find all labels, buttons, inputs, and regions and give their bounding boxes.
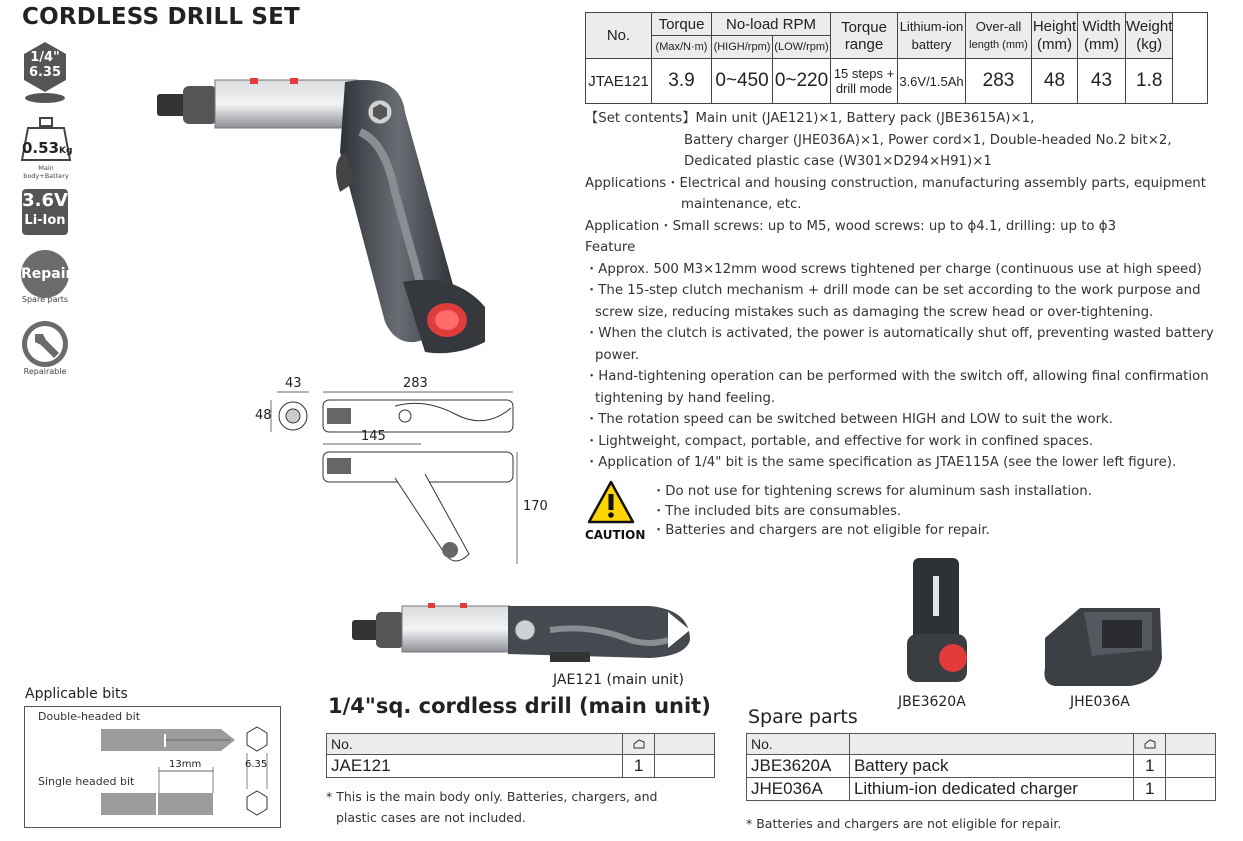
set-contents-line-1 — [585, 108, 1235, 130]
td-weight: 1.8 — [1126, 59, 1173, 104]
td-torque: 3.9 — [652, 59, 712, 104]
bits-panel — [24, 706, 281, 828]
caution-2: ・The included bits are consumables. — [652, 503, 902, 519]
feature-4b: tightening by hand feeling. — [595, 390, 776, 406]
main-unit-image — [350, 600, 695, 670]
th-height-1: Height — [1032, 17, 1077, 35]
main-unit-row-no: JAE121 — [327, 755, 623, 778]
bits-single-label: Single headed bit — [38, 775, 135, 788]
bit-size-badge — [20, 40, 70, 104]
th-width — [1078, 13, 1126, 59]
spare-row-name: Lithium-ion dedicated charger — [849, 778, 1133, 801]
battery-code-label: JBE3620A — [898, 694, 966, 710]
dim-283: 283 — [403, 376, 428, 391]
bits-title: Applicable bits — [25, 686, 128, 702]
th-height — [1032, 13, 1078, 59]
spare-col-name — [849, 734, 1133, 755]
td-no: JTAE121 — [586, 59, 652, 104]
description-block — [585, 108, 1235, 474]
bit-size-bottom: 6.35 — [28, 65, 62, 80]
wrench-icon — [21, 320, 69, 368]
th-torque: Torque — [652, 13, 712, 36]
th-width-1: Width — [1082, 17, 1121, 35]
dim-145: 145 — [361, 429, 386, 444]
application: Application・Small screws: up to M5, wood screws: up to ϕ4.1, drilling: up to ϕ3 — [585, 218, 1117, 234]
weight-value: 0.53 — [22, 139, 60, 157]
td-range-1: 15 steps + — [833, 66, 895, 81]
caution-1: ・Do not use for tightening screws for aluminum sash installation. — [652, 484, 1092, 499]
qty-icon — [623, 734, 655, 755]
battery-voltage: 3.6V — [22, 190, 68, 211]
caution-icon — [587, 480, 635, 524]
applications-1: Applications・Electrical and housing construction, manufacturing assembly parts, equipment — [585, 175, 1206, 191]
dimension-drawing — [255, 378, 555, 570]
feature-2b: screw size, reducing mistakes such as damaging the screw head or over-tightening. — [595, 304, 1154, 320]
th-rpm-low: (LOW/rpm) — [773, 36, 831, 59]
th-width-2: (mm) — [1084, 35, 1119, 53]
charger-code-label: JHE036A — [1070, 694, 1130, 710]
td-width: 43 — [1078, 59, 1126, 104]
th-torque-range-2: range — [844, 35, 884, 53]
set-contents-2: Battery charger (JHE036A)×1, Power cord×1, Double-headed No.2 bit×2, — [684, 132, 1172, 148]
weight-unit: Kg — [59, 146, 73, 156]
repair-label: Repair — [21, 266, 73, 282]
th-battery-1: Lithium-ion — [899, 18, 964, 34]
td-rpm-low: 0~220 — [773, 59, 831, 104]
table-row — [747, 755, 1216, 778]
repair-caption: Spare parts — [21, 295, 69, 304]
set-contents-3: Dedicated plastic case (W301×D294×H91)×1 — [684, 154, 992, 169]
main-unit-col-no: No. — [327, 734, 623, 755]
th-rpm: No-load RPM — [712, 13, 831, 36]
spare-row-qty: 1 — [1134, 755, 1166, 778]
dim-48: 48 — [255, 408, 272, 423]
th-torque-range — [831, 13, 898, 59]
th-torque-range-1: Torque — [841, 18, 887, 36]
main-unit-heading: 1/4"sq. cordless drill (main unit) — [328, 694, 711, 718]
feature-heading: Feature — [585, 240, 636, 255]
feature-3a: ・When the clutch is activated, the power is automatically shut off, preventing wasted battery — [585, 326, 1214, 341]
dim-170: 170 — [523, 499, 548, 514]
feature-3b: power. — [595, 347, 640, 363]
spare-note: * Batteries and chargers are not eligible for repair. — [746, 816, 1062, 831]
th-battery — [898, 13, 966, 59]
caution-label: CAUTION — [585, 528, 646, 542]
td-rpm-high: 0~450 — [712, 59, 773, 104]
main-unit-col-blank — [654, 734, 714, 755]
feature-4a: ・Hand-tightening operation can be performed with the switch off, allowing final confirmation — [585, 369, 1209, 384]
td-height: 48 — [1032, 59, 1078, 104]
spare-table — [746, 733, 1216, 801]
spare-row-name: Battery pack — [849, 755, 1133, 778]
charger-image — [1040, 598, 1165, 690]
td-length: 283 — [966, 59, 1032, 104]
set-contents-label: 【Set contents】 — [585, 111, 696, 126]
main-unit-note — [326, 786, 658, 828]
weight-badge — [20, 116, 72, 178]
caution-3: ・Batteries and chargers are not eligible for repair. — [652, 523, 990, 538]
repair-badge — [21, 250, 73, 298]
spare-qty-icon — [1134, 734, 1166, 755]
main-unit-note-2: plastic cases are not included. — [336, 810, 526, 825]
battery-badge — [22, 189, 68, 235]
feature-5: ・The rotation speed can be switched between HIGH and LOW to suit the work. — [585, 412, 1113, 427]
repairable-caption: Repairable — [23, 367, 67, 376]
th-length-2: length (mm) — [969, 38, 1028, 51]
spare-row-blank — [1166, 755, 1216, 778]
spare-heading: Spare parts — [748, 706, 858, 728]
battery-pack-image — [903, 556, 971, 688]
dim-43: 43 — [285, 376, 302, 391]
spare-col-no: No. — [747, 734, 850, 755]
td-range — [831, 59, 898, 104]
drill-product-image — [155, 72, 490, 362]
spare-row-qty: 1 — [1134, 778, 1166, 801]
main-unit-row-blank — [654, 755, 714, 778]
bits-size: 6.35 — [245, 759, 268, 770]
bits-length: 13mm — [169, 759, 202, 770]
spec-table — [585, 12, 1208, 104]
weight-caption: Main body+Battery — [23, 164, 69, 180]
bits-double-label: Double-headed bit — [38, 710, 141, 723]
th-weight — [1126, 13, 1173, 59]
spare-col-blank — [1166, 734, 1216, 755]
page-title: CORDLESS DRILL SET — [22, 4, 300, 30]
th-rpm-high: (HIGH/rpm) — [712, 36, 773, 59]
main-unit-table — [326, 733, 715, 778]
spare-row-no: JBE3620A — [747, 755, 850, 778]
bits-drawing — [25, 707, 280, 827]
th-torque-unit: (Max/N·m) — [652, 36, 712, 59]
th-no: No. — [586, 13, 652, 59]
feature-1: ・Approx. 500 M3×12mm wood screws tightened per charge (continuous use at high speed) — [585, 261, 1202, 277]
td-range-2: drill mode — [835, 81, 893, 96]
th-blank — [1173, 13, 1208, 104]
spare-row-no: JHE036A — [747, 778, 850, 801]
main-unit-note-1: * This is the main body only. Batteries, chargers, and — [326, 789, 658, 804]
caution-list — [652, 482, 1092, 541]
feature-6: ・Lightweight, compact, portable, and effective for work in confined spaces. — [585, 433, 1094, 449]
th-length — [966, 13, 1032, 59]
applications-2: maintenance, etc. — [681, 197, 802, 212]
main-unit-caption: JAE121 (main unit) — [553, 672, 684, 688]
main-unit-row-qty: 1 — [623, 755, 655, 778]
set-contents-1: Main unit (JAE121)×1, Battery pack (JBE3615A)×1, — [695, 111, 1035, 126]
spare-row-blank — [1166, 778, 1216, 801]
feature-7: ・Application of 1/4" bit is the same specification as JTAE115A (see the lower left figure). — [585, 455, 1177, 470]
th-weight-2: (kg) — [1136, 35, 1163, 53]
battery-type: Li-Ion — [24, 213, 66, 228]
th-length-1: Over-all — [975, 18, 1022, 34]
td-battery: 3.6V/1.5Ah — [898, 59, 966, 104]
feature-2a: ・The 15-step clutch mechanism + drill mode can be set according to the work purpose and — [585, 283, 1201, 298]
table-row — [747, 778, 1216, 801]
bit-size-top: 1/4" — [30, 50, 60, 65]
th-height-2: (mm) — [1037, 35, 1072, 53]
th-battery-2: battery — [911, 36, 952, 52]
th-weight-1: Weight — [1126, 17, 1173, 35]
